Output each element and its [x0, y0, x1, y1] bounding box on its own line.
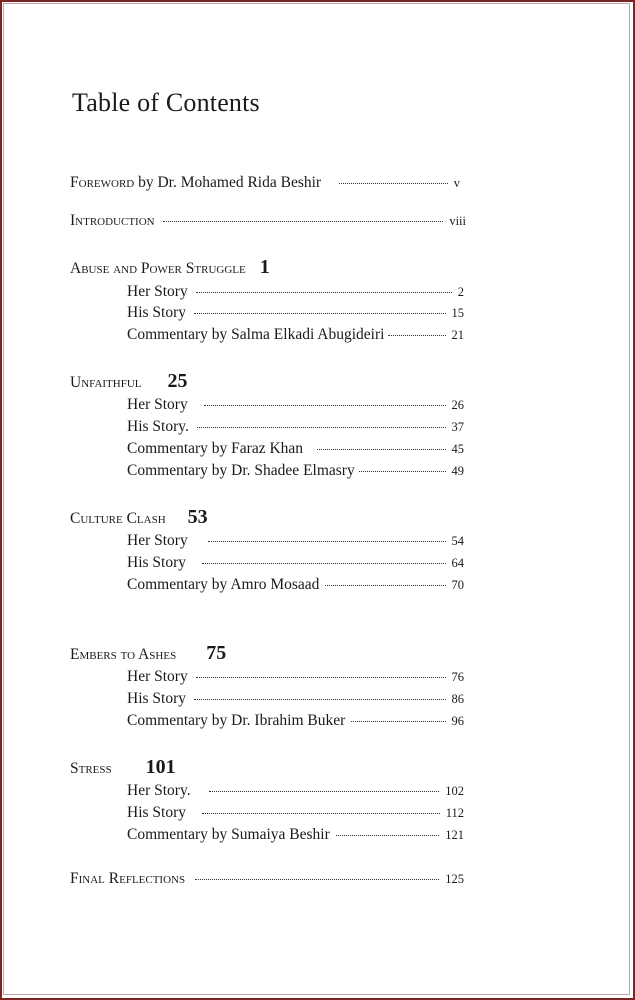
page-number: 102: [445, 784, 464, 798]
dot-leader: [194, 312, 446, 314]
dot-leader: [351, 720, 445, 722]
page-number: viii: [449, 214, 466, 228]
entry-label: His Story: [127, 304, 186, 321]
entry-label: Foreword by Dr. Mohamed Rida Beshir: [70, 174, 322, 191]
page-number: 125: [445, 872, 464, 886]
page-number: 112: [445, 806, 464, 820]
entry-label: His Story.: [127, 418, 189, 435]
entry-label: Commentary by Dr. Ibrahim Buker: [127, 712, 346, 729]
toc-subentry[interactable]: [127, 575, 464, 595]
page-number: 54: [451, 534, 464, 548]
page-number: 70: [451, 578, 464, 592]
dot-leader: [163, 220, 444, 222]
toc-subentry[interactable]: [127, 461, 464, 481]
dot-leader: [195, 878, 439, 880]
entry-label: Commentary by Dr. Shadee Elmasry: [127, 462, 355, 479]
entry-label: Her Story: [127, 396, 188, 413]
entry-label: Her Story.: [127, 782, 191, 799]
dot-leader: [317, 448, 445, 450]
toc-subentry[interactable]: [127, 303, 464, 323]
page-title: Table of Contents: [72, 88, 260, 117]
entry-label: His Story: [127, 804, 186, 821]
dot-leader: [336, 834, 439, 836]
section-title: Culture Clash: [70, 510, 166, 527]
entry-label: Commentary by Sumaiya Beshir: [127, 826, 330, 843]
section-page-number: 75: [206, 642, 227, 664]
page-number: 21: [451, 328, 464, 342]
section-heading[interactable]: [70, 370, 188, 393]
section-heading[interactable]: [70, 256, 270, 279]
toc-subentry[interactable]: [127, 531, 464, 551]
entry-label: Introduction: [70, 212, 155, 229]
toc-subentry[interactable]: [127, 325, 464, 345]
page-number: 76: [451, 670, 464, 684]
toc-subentry[interactable]: [127, 803, 464, 823]
section-page-number: 25: [167, 370, 188, 392]
toc-subentry[interactable]: [127, 667, 464, 687]
entry-label: His Story: [127, 554, 186, 571]
dot-leader: [339, 182, 448, 184]
dot-leader: [196, 291, 452, 293]
page-number: 2: [457, 285, 464, 299]
toc-subentry[interactable]: [127, 439, 464, 459]
toc-subentry[interactable]: [127, 282, 464, 302]
page-number: 45: [451, 442, 464, 456]
dot-leader: [208, 540, 446, 542]
section-title: Unfaithful: [70, 374, 142, 391]
page-number: 96: [451, 714, 464, 728]
toc-subentry[interactable]: [127, 825, 464, 845]
section-page-number: 1: [259, 256, 270, 278]
dot-leader: [388, 334, 445, 336]
page-number: 121: [445, 828, 464, 842]
page-number: 37: [451, 420, 464, 434]
page-number: 49: [451, 464, 464, 478]
page-number: 64: [451, 556, 464, 570]
toc-entry-final-reflections[interactable]: [70, 869, 464, 889]
toc-subentry[interactable]: [127, 553, 464, 573]
toc-subentry[interactable]: [127, 417, 464, 437]
section-heading[interactable]: [70, 506, 208, 529]
dot-leader: [202, 562, 446, 564]
page-number: 15: [451, 306, 464, 320]
entry-label: Commentary by Faraz Khan: [127, 440, 304, 457]
section-page-number: 101: [145, 756, 176, 778]
section-page-number: 53: [187, 506, 208, 528]
dot-leader: [359, 470, 446, 472]
entry-label: Her Story: [127, 283, 188, 300]
toc-subentry[interactable]: [127, 711, 464, 731]
entry-label: Final Reflections: [70, 870, 186, 887]
toc-subentry[interactable]: [127, 689, 464, 709]
entry-label: His Story: [127, 690, 186, 707]
dot-leader: [204, 404, 446, 406]
section-title: Stress: [70, 760, 112, 777]
page-number: v: [453, 176, 460, 190]
toc-entry-introduction[interactable]: [70, 211, 466, 231]
toc-subentry[interactable]: [127, 395, 464, 415]
dot-leader: [325, 584, 445, 586]
section-title: Embers to Ashes: [70, 646, 177, 663]
page-number: 86: [451, 692, 464, 706]
toc-subentry[interactable]: [127, 781, 464, 801]
toc-entry-foreword[interactable]: [70, 173, 460, 193]
dot-leader: [196, 676, 446, 678]
entry-label: Her Story: [127, 532, 188, 549]
section-heading[interactable]: [70, 642, 226, 665]
page-number: 26: [451, 398, 464, 412]
entry-label: Commentary by Salma Elkadi Abugideiri: [127, 326, 385, 343]
section-title: Abuse and Power Struggle: [70, 260, 246, 277]
section-heading[interactable]: [70, 756, 176, 779]
dot-leader: [209, 790, 440, 792]
dot-leader: [202, 812, 440, 814]
dot-leader: [194, 698, 446, 700]
dot-leader: [197, 426, 446, 428]
entry-label: Her Story: [127, 668, 188, 685]
entry-label: Commentary by Amro Mosaad: [127, 576, 320, 593]
